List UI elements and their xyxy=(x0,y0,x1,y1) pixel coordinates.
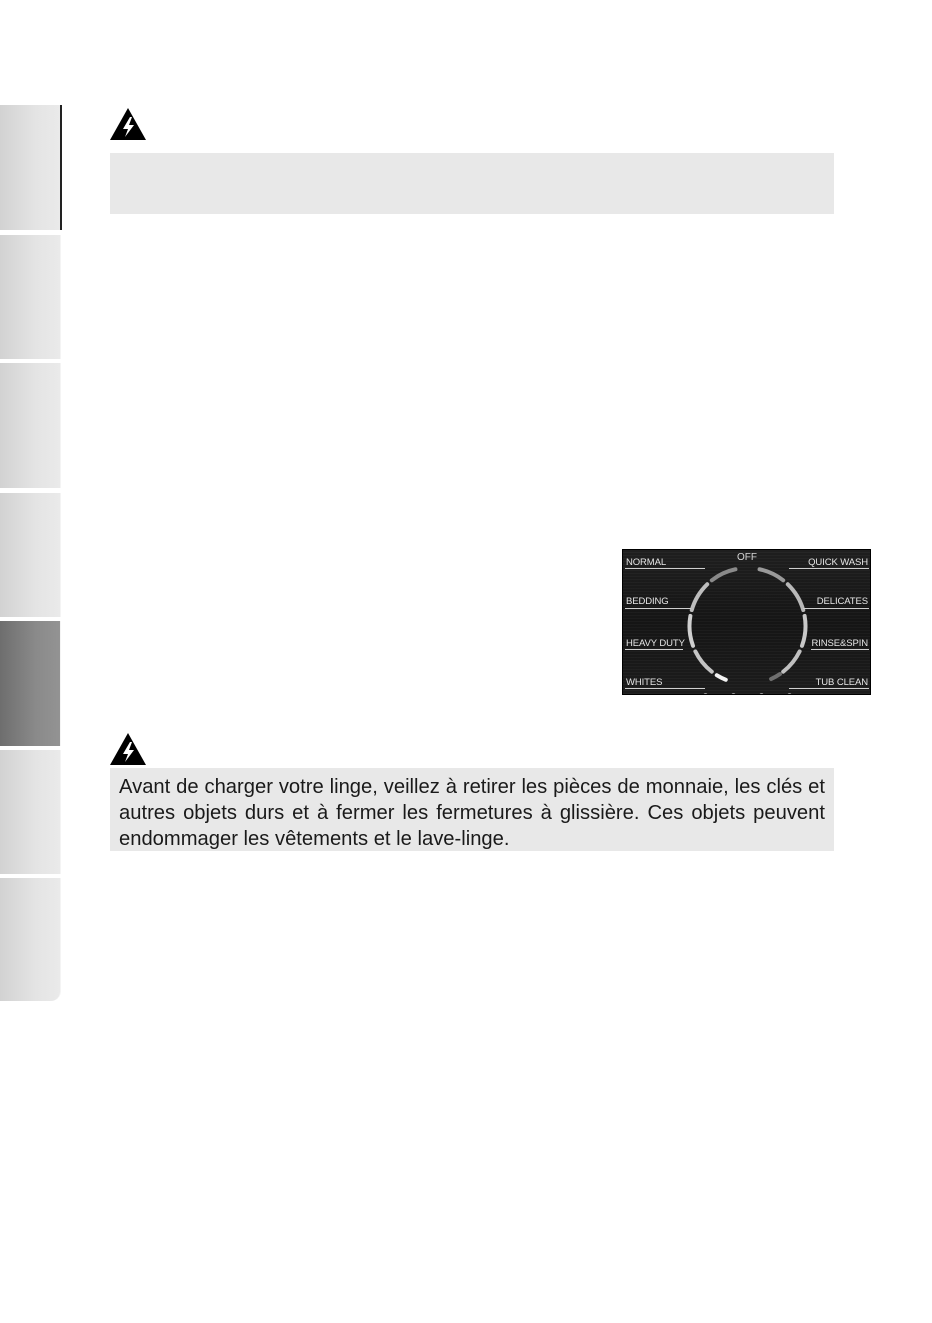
section-tab-3[interactable] xyxy=(0,363,61,488)
dial-ring-segment xyxy=(771,674,780,679)
dial-ring-segment xyxy=(717,675,726,680)
underline-quick-wash xyxy=(789,568,869,569)
cycle-label-quick-wash: QUICK WASH xyxy=(808,557,868,568)
cycle-label-normal: NORMAL xyxy=(626,557,667,568)
dial-ring-segment xyxy=(712,569,736,580)
dial-ring-segment xyxy=(788,584,803,610)
cycle-label-whites: WHITES xyxy=(626,677,663,688)
cycle-label-rinse-spin: RINSE&SPIN xyxy=(811,638,868,649)
dial-indicator-dot xyxy=(704,693,708,695)
dial-ring-segment xyxy=(802,616,805,646)
section-tab-5-active[interactable] xyxy=(0,621,61,746)
section-tab-4[interactable] xyxy=(0,493,61,617)
section-tab-6[interactable] xyxy=(0,750,61,874)
warning-notice-bottom-text: Avant de charger votre linge, veillez à retirer les pièces de monnaie, les clés et autres objets durs et à fermer les fermetures à glissière. Ces objets peuvent endommager les vêtements et le lave-linge. xyxy=(119,776,825,850)
cycle-selector-dial xyxy=(622,549,871,695)
cycle-label-delicates: DELICATES xyxy=(816,596,868,607)
underline-normal xyxy=(625,568,705,569)
section-tab-strip xyxy=(0,105,60,1001)
warning-notice-bottom xyxy=(110,768,834,851)
underline-heavy-duty xyxy=(625,649,683,650)
underline-bedding xyxy=(625,608,691,609)
section-tab-1[interactable] xyxy=(0,105,62,230)
electrical-hazard-warning-icon xyxy=(108,106,148,142)
underline-delicates xyxy=(803,608,869,609)
cycle-label-heavy-duty: HEAVY DUTY xyxy=(626,638,685,649)
dial-ring-segment xyxy=(690,616,693,646)
dial-ring-segment xyxy=(692,584,707,610)
section-tab-7[interactable] xyxy=(0,878,61,1001)
section-tab-2[interactable] xyxy=(0,235,61,359)
electrical-hazard-warning-icon xyxy=(108,731,148,767)
dial-indicator-dot xyxy=(788,693,792,695)
dial-off-label: OFF xyxy=(737,552,757,563)
dial-indicator-dot xyxy=(760,693,764,695)
underline-whites xyxy=(625,688,705,689)
underline-rinse-spin xyxy=(811,649,869,650)
dial-ring-segment xyxy=(783,651,799,671)
cycle-label-tub-clean: TUB CLEAN xyxy=(815,677,868,688)
dial-indicator-dot xyxy=(732,693,736,695)
dial-ring-segment xyxy=(760,569,784,580)
underline-tub-clean xyxy=(789,688,869,689)
warning-notice-top xyxy=(110,153,834,214)
dial-ring-graphic xyxy=(623,550,871,695)
dial-ring-segment xyxy=(695,651,711,671)
cycle-label-bedding: BEDDING xyxy=(626,596,669,607)
